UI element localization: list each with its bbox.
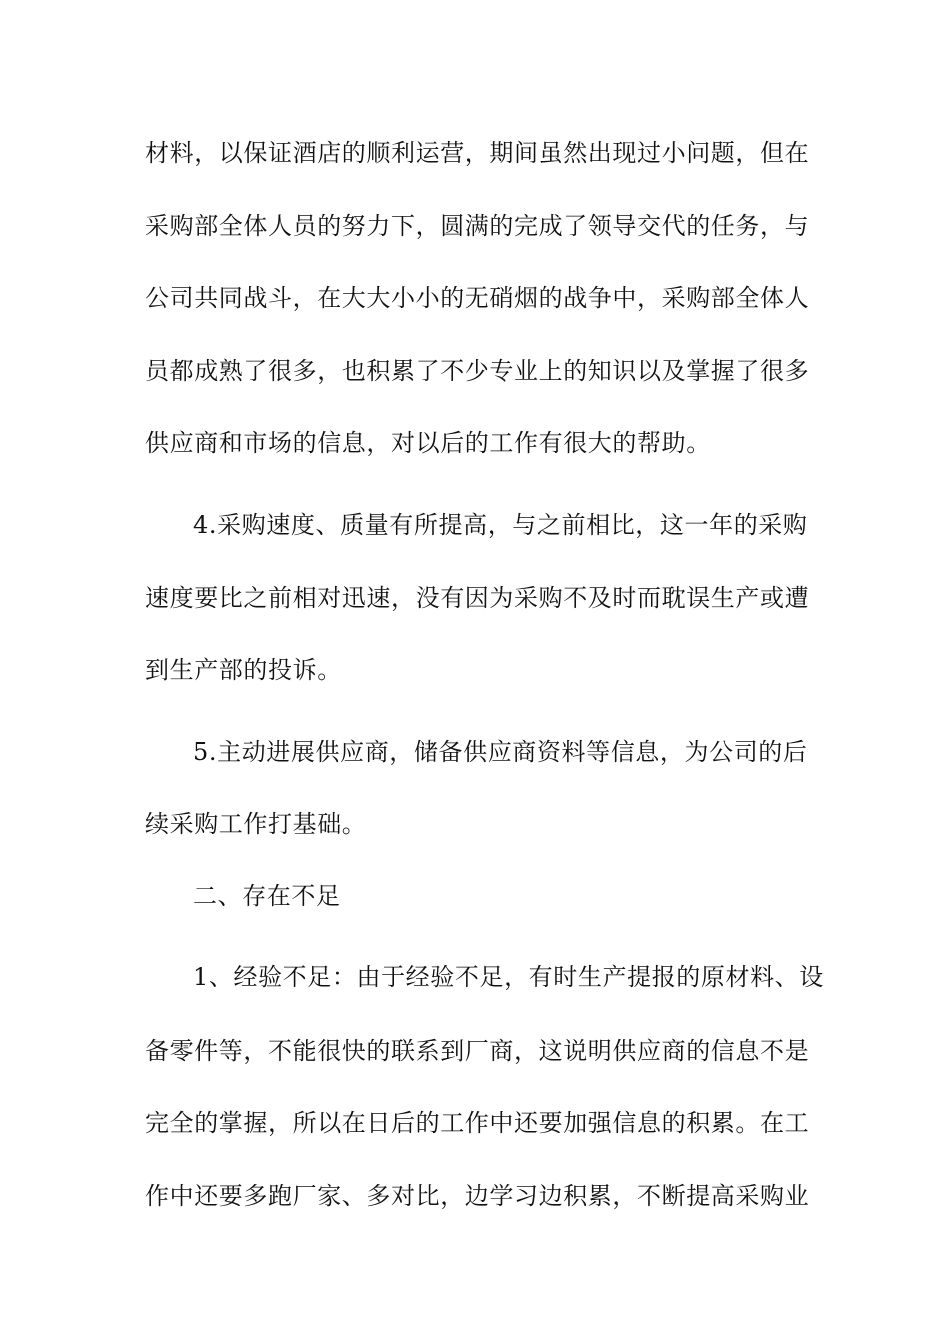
text-line: 备零件等，不能很快的联系到厂商，这说明供应商的信息不是 [145, 1037, 810, 1065]
text-line: 5.主动进展供应商，储备供应商资料等信息，为公司的后 [193, 738, 808, 766]
text-line: 员都成熟了很多，也积累了不少专业上的知识以及掌握了很多 [145, 357, 810, 385]
section-heading: 二、存在不足 [193, 882, 341, 910]
text-line: 采购部全体人员的努力下，圆满的完成了领导交代的任务，与 [145, 212, 810, 240]
text-line: 材料，以保证酒店的顺利运营，期间虽然出现过小问题，但在 [145, 139, 810, 167]
text-line: 公司共同战斗，在大大小小的无硝烟的战争中，采购部全体人 [145, 284, 810, 312]
text-line: 完全的掌握，所以在日后的工作中还要加强信息的积累。在工 [145, 1109, 810, 1137]
text-line: 1、经验不足：由于经验不足，有时生产提报的原材料、设 [193, 963, 824, 991]
text-line: 续采购工作打基础。 [145, 810, 367, 838]
text-line: 到生产部的投诉。 [145, 656, 342, 684]
text-line: 作中还要多跑厂家、多对比，边学习边积累，不断提高采购业 [145, 1182, 810, 1210]
text-line: 4.采购速度、质量有所提高，与之前相比，这一年的采购 [193, 511, 808, 539]
text-line: 速度要比之前相对迅速，没有因为采购不及时而耽误生产或遭 [145, 584, 810, 612]
text-line: 供应商和市场的信息，对以后的工作有很大的帮助。 [145, 429, 711, 457]
